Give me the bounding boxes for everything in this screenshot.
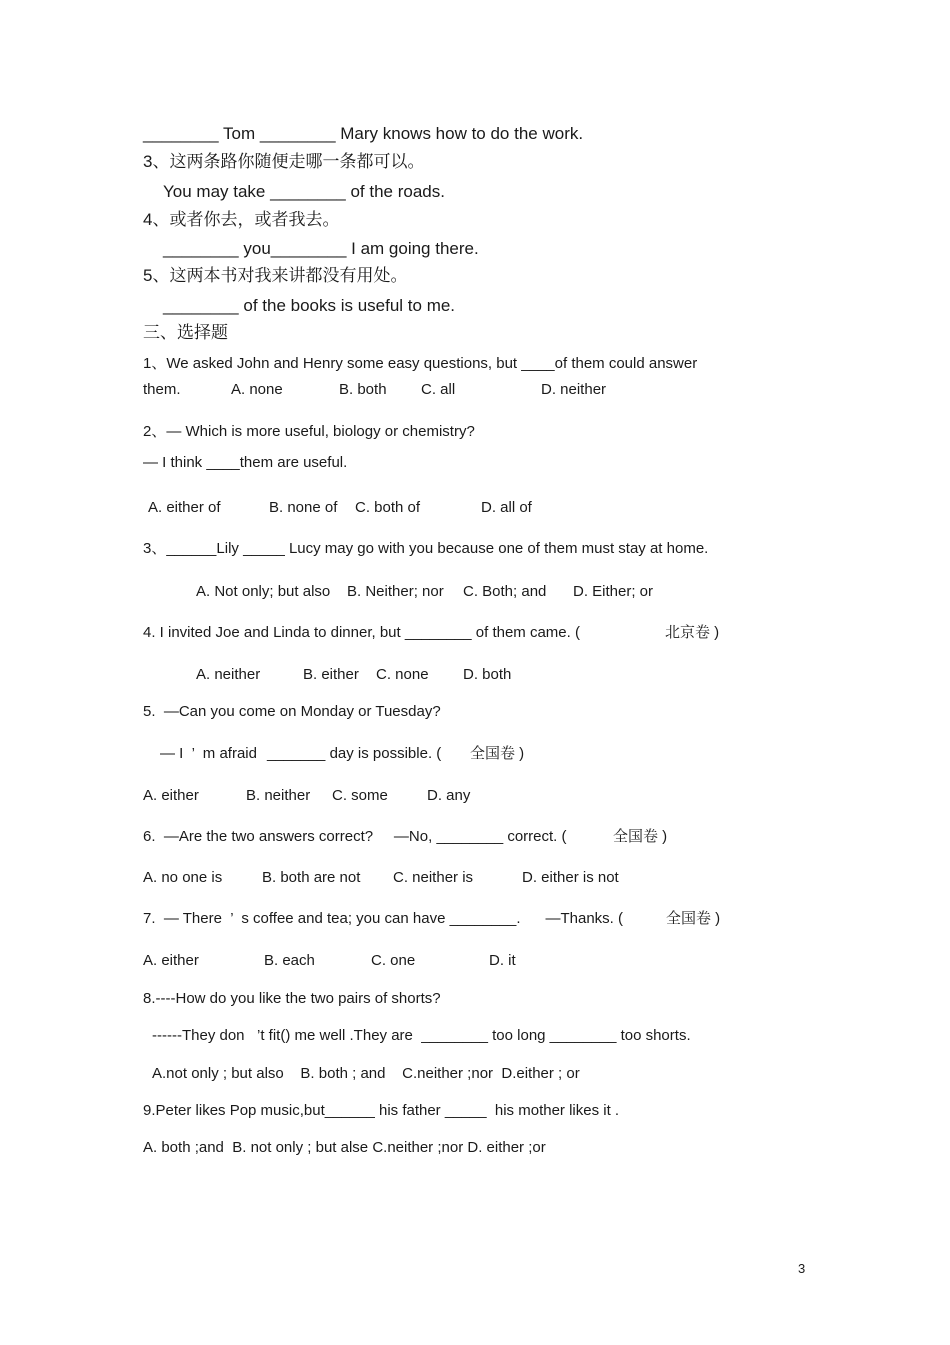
q4-option-d: D. both (463, 666, 512, 683)
q5-chinese-prompt: 5、这两本书对我来讲都没有用处。 (143, 266, 408, 285)
q5-option-c: C. some (332, 787, 388, 804)
q6-option-d: D. either is not (522, 869, 619, 886)
question-4-stem: 4. I invited Joe and Linda to dinner, but ________ of them came. ( (143, 624, 580, 641)
question-2-response: — I think ____them are useful. (143, 454, 348, 471)
q9-options: A. both ;and B. not only ; but alse C.neither ;nor D. either ;or (143, 1139, 546, 1156)
q7-option-a: A. either (143, 952, 199, 969)
q4-english-line: ________ you________ I am going there. (163, 239, 479, 258)
q4-chinese-prompt: 4、或者你去，或者我去。 (143, 210, 340, 229)
q4-option-b: B. either (303, 666, 359, 683)
q2-option-b: B. none of (269, 499, 338, 516)
question-8-response: ------They don ’t fit() me well .They are ________ too long ________ too shorts. (152, 1027, 691, 1044)
page-number: 3 (798, 1261, 806, 1276)
q3-option-c: C. Both; and (463, 583, 547, 600)
question-5-response-blank: _______ day is possible. ( (267, 745, 442, 762)
q3-option-a: A. Not only; but also (196, 583, 331, 600)
q7-option-d: D. it (489, 952, 516, 969)
fill-in-line-tom-mary: ________ Tom ________ Mary knows how to do the work. (143, 124, 584, 143)
question-8-stem: 8.----How do you like the two pairs of shorts? (143, 990, 441, 1007)
question-3-stem: 3、______Lily _____ Lucy may go with you because one of them must stay at home. (143, 540, 709, 557)
section-heading: 三、选择题 (143, 323, 228, 342)
q6-source: 全国卷 ) (613, 828, 668, 845)
q5-english-line: ________ of the books is useful to me. (163, 296, 456, 315)
q3-english-line: You may take ________ of the roads. (163, 182, 445, 201)
question-5-stem: 5. —Can you come on Monday or Tuesday? (143, 703, 441, 720)
question-5-response: — I ’ m afraid (160, 745, 257, 762)
q2-option-a: A. either of (148, 499, 221, 516)
q5-option-b: B. neither (246, 787, 311, 804)
question-9-stem: 9.Peter likes Pop music,but______ his father _____ his mother likes it . (143, 1102, 620, 1119)
question-1-stem: 1、We asked John and Henry some easy questions, but ____of them could answer (143, 355, 698, 372)
q4-source: 北京卷 ) (665, 624, 720, 641)
q1-option-b: B. both (339, 381, 387, 398)
question-6-stem: 6. —Are the two answers correct? —No, ________ correct. ( (143, 828, 567, 845)
question-1-stem-cont: them. (143, 381, 181, 398)
q6-option-a: A. no one is (143, 869, 223, 886)
q5-option-d: D. any (427, 787, 471, 804)
q7-option-c: C. one (371, 952, 416, 969)
q5-option-a: A. either (143, 787, 199, 804)
q1-option-c: C. all (421, 381, 456, 398)
q7-option-b: B. each (264, 952, 315, 969)
q2-option-d: D. all of (481, 499, 532, 516)
q6-option-b: B. both are not (262, 869, 361, 886)
q1-option-a: A. none (231, 381, 283, 398)
q2-option-c: C. both of (355, 499, 421, 516)
question-2-stem: 2、— Which is more useful, biology or chemistry? (143, 423, 475, 440)
q4-option-c: C. none (376, 666, 429, 683)
q1-option-d: D. neither (541, 381, 607, 398)
q7-source: 全国卷 ) (666, 910, 721, 927)
question-7-stem: 7. — There ’ s coffee and tea; you can have ________. —Thanks. ( (143, 910, 624, 927)
q3-option-b: B. Neither; nor (347, 583, 444, 600)
q5-source: 全国卷 ) (470, 745, 525, 762)
q6-option-c: C. neither is (393, 869, 474, 886)
q3-chinese-prompt: 3、这两条路你随便走哪一条都可以。 (143, 152, 425, 171)
q8-options: A.not only ; but also B. both ; and C.neither ;nor D.either ; or (152, 1065, 580, 1082)
q3-option-d: D. Either; or (573, 583, 654, 600)
q4-option-a: A. neither (196, 666, 261, 683)
